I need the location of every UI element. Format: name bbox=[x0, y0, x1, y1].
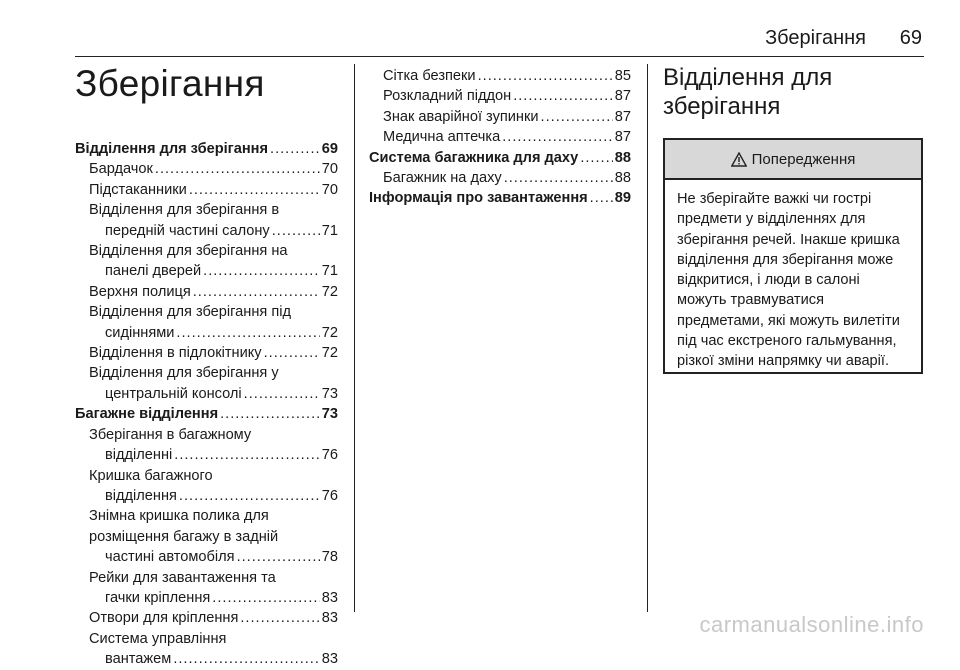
toc-page-number: 87 bbox=[614, 129, 631, 146]
page-number: 69 bbox=[899, 27, 922, 49]
toc-entry[interactable] bbox=[369, 107, 631, 127]
toc-page-number: 89 bbox=[614, 190, 631, 207]
toc-entry[interactable] bbox=[75, 486, 338, 506]
toc-entry[interactable] bbox=[75, 221, 338, 241]
toc-page-number: 73 bbox=[321, 385, 338, 402]
toc-column-2 bbox=[369, 66, 631, 209]
toc-leader-dots bbox=[189, 180, 320, 200]
warning-triangle-icon bbox=[731, 152, 747, 167]
warning-text: Не зберігайте важкі чи гострі предмети у відділеннях для зберігання речей. Інакше кришка відділення для зберігання може відкритися, і люди в салоні можуть травмуватися предметами, які можуть вилетіти під час екстреного гальмування, різкої зміни напрямку чи аварії. bbox=[677, 191, 900, 370]
toc-entry-label: панелі дверей bbox=[105, 263, 202, 280]
toc-entry-label: Багажне відділення bbox=[75, 406, 219, 423]
toc-section-heading[interactable] bbox=[75, 404, 338, 424]
toc-leader-dots bbox=[220, 404, 320, 424]
toc-page-number: 70 bbox=[321, 181, 338, 198]
toc-entry[interactable] bbox=[75, 649, 338, 669]
toc-entry-label: Інформація про завантаження bbox=[369, 190, 588, 207]
section-title-line-1: Відділення для bbox=[663, 64, 833, 91]
toc-entry[interactable] bbox=[75, 608, 338, 628]
toc-leader-dots bbox=[155, 159, 320, 179]
toc-leader-dots bbox=[193, 282, 320, 302]
toc-page-number: 71 bbox=[321, 222, 338, 239]
toc-page-number: 83 bbox=[321, 589, 338, 606]
toc-entry-wrapped-line: Відділення для зберігання під bbox=[89, 304, 291, 321]
toc-entry[interactable] bbox=[369, 86, 631, 106]
toc-page-number: 83 bbox=[321, 651, 338, 668]
toc-entry-label: відділення bbox=[105, 487, 177, 504]
toc-entry-wrapped-line: розміщення багажу в задній bbox=[89, 528, 279, 545]
toc-entry[interactable] bbox=[75, 547, 338, 567]
toc-page-number: 69 bbox=[321, 141, 338, 157]
toc-entry-wrapped-line: Відділення для зберігання на bbox=[89, 243, 288, 260]
toc-page-number: 78 bbox=[321, 549, 338, 566]
toc-leader-dots bbox=[237, 547, 320, 567]
toc-entry-label: центральній консолі bbox=[105, 385, 242, 402]
toc-entry-label: вантажем bbox=[105, 651, 172, 668]
toc-entry-label: Багажник на даху bbox=[383, 170, 502, 187]
chapter-title: Зберігання bbox=[75, 63, 265, 104]
toc-entry[interactable] bbox=[75, 323, 338, 343]
toc-entry-label: передній частині салону bbox=[105, 222, 270, 239]
toc-leader-dots bbox=[240, 608, 319, 628]
toc-entry[interactable] bbox=[75, 445, 338, 465]
toc-page-number: 76 bbox=[321, 447, 338, 464]
column-divider-right bbox=[647, 64, 648, 612]
toc-leader-dots bbox=[513, 86, 613, 106]
toc-leader-dots bbox=[504, 168, 613, 188]
toc-entry-wrapped-line: Відділення для зберігання у bbox=[89, 365, 279, 382]
toc-leader-dots bbox=[174, 445, 320, 465]
toc-entry-label: Медична аптечка bbox=[383, 129, 501, 146]
running-header-title: Зберігання bbox=[765, 27, 866, 49]
toc-entry-label: частині автомобіля bbox=[105, 549, 235, 566]
header-rule bbox=[75, 56, 924, 57]
toc-entry-label: Знак аварійної зупинки bbox=[383, 108, 539, 125]
warning-header bbox=[665, 140, 921, 180]
toc-entry-label: Бардачок bbox=[89, 161, 153, 178]
toc-entry-label: відділенні bbox=[105, 447, 173, 464]
toc-entry[interactable] bbox=[75, 343, 338, 363]
toc-entry[interactable] bbox=[75, 261, 338, 281]
toc-page-number: 83 bbox=[321, 610, 338, 627]
toc-page-number: 72 bbox=[321, 283, 338, 300]
toc-column-1 bbox=[75, 139, 338, 670]
toc-page-number: 71 bbox=[321, 263, 338, 280]
toc-leader-dots bbox=[173, 649, 319, 669]
toc-entry-label: Розкладний піддон bbox=[383, 88, 512, 105]
toc-entry-label: гачки кріплення bbox=[105, 589, 211, 606]
toc-leader-dots bbox=[264, 343, 320, 363]
toc-page-number: 76 bbox=[321, 487, 338, 504]
toc-leader-dots bbox=[541, 107, 613, 127]
toc-entry-label: Верхня полиця bbox=[89, 283, 191, 300]
toc-entry[interactable] bbox=[369, 168, 631, 188]
toc-entry[interactable] bbox=[75, 384, 338, 404]
toc-entry[interactable] bbox=[75, 180, 338, 200]
toc-page-number: 70 bbox=[321, 161, 338, 178]
toc-leader-dots bbox=[203, 261, 320, 281]
toc-entry[interactable] bbox=[75, 159, 338, 179]
toc-entry[interactable] bbox=[75, 282, 338, 302]
toc-section-heading[interactable] bbox=[369, 188, 631, 208]
toc-leader-dots bbox=[478, 66, 613, 86]
toc-leader-dots bbox=[270, 139, 320, 159]
section-title bbox=[663, 63, 832, 121]
section-title-line-2: зберігання bbox=[663, 93, 781, 120]
toc-section-heading[interactable] bbox=[369, 148, 631, 168]
toc-page-number: 88 bbox=[614, 149, 631, 166]
toc-entry-wrapped-line: Знімна кришка полика для bbox=[89, 508, 269, 525]
watermark: carmanualsonline.info bbox=[699, 612, 924, 637]
toc-entry-label: сидіннями bbox=[105, 324, 175, 341]
toc-entry-wrapped-line: Рейки для завантаження та bbox=[89, 569, 276, 586]
toc-entry-label: Підстаканники bbox=[89, 181, 187, 198]
toc-page-number: 88 bbox=[614, 170, 631, 187]
toc-page-number: 72 bbox=[321, 345, 338, 362]
toc-leader-dots bbox=[244, 384, 320, 404]
column-divider-left bbox=[354, 64, 355, 612]
warning-heading: Попередження bbox=[751, 150, 856, 168]
toc-leader-dots bbox=[212, 588, 319, 608]
toc-entry-label: Відділення для зберігання bbox=[75, 141, 269, 157]
toc-page-number: 72 bbox=[321, 324, 338, 341]
toc-entry[interactable] bbox=[369, 66, 631, 86]
toc-leader-dots bbox=[179, 486, 320, 506]
toc-page-number: 87 bbox=[614, 88, 631, 105]
toc-leader-dots bbox=[590, 188, 613, 208]
toc-section-heading[interactable] bbox=[75, 139, 338, 159]
toc-entry-wrapped-line: Система управління bbox=[89, 630, 227, 647]
toc-entry-wrapped-line: Зберігання в багажному bbox=[89, 426, 252, 443]
toc-entry[interactable] bbox=[75, 588, 338, 608]
toc-leader-dots bbox=[580, 148, 612, 168]
toc-page-number: 87 bbox=[614, 108, 631, 125]
toc-entry-label: Отвори для кріплення bbox=[89, 610, 239, 627]
toc-page-number: 73 bbox=[321, 406, 338, 423]
toc-leader-dots bbox=[272, 221, 320, 241]
toc-leader-dots bbox=[176, 323, 319, 343]
toc-leader-dots bbox=[502, 127, 613, 147]
toc-entry-label: Сітка безпеки bbox=[383, 68, 476, 84]
toc-entry-label: Відділення в підлокітнику bbox=[89, 345, 262, 362]
toc-entry-label: Система багажника для даху bbox=[369, 149, 579, 166]
toc-entry-wrapped-line: Кришка багажного bbox=[89, 467, 213, 484]
toc-page-number: 85 bbox=[614, 68, 631, 84]
toc-entry-wrapped-line: Відділення для зберігання в bbox=[89, 202, 280, 219]
toc-entry[interactable] bbox=[369, 127, 631, 147]
warning-box bbox=[663, 138, 923, 374]
